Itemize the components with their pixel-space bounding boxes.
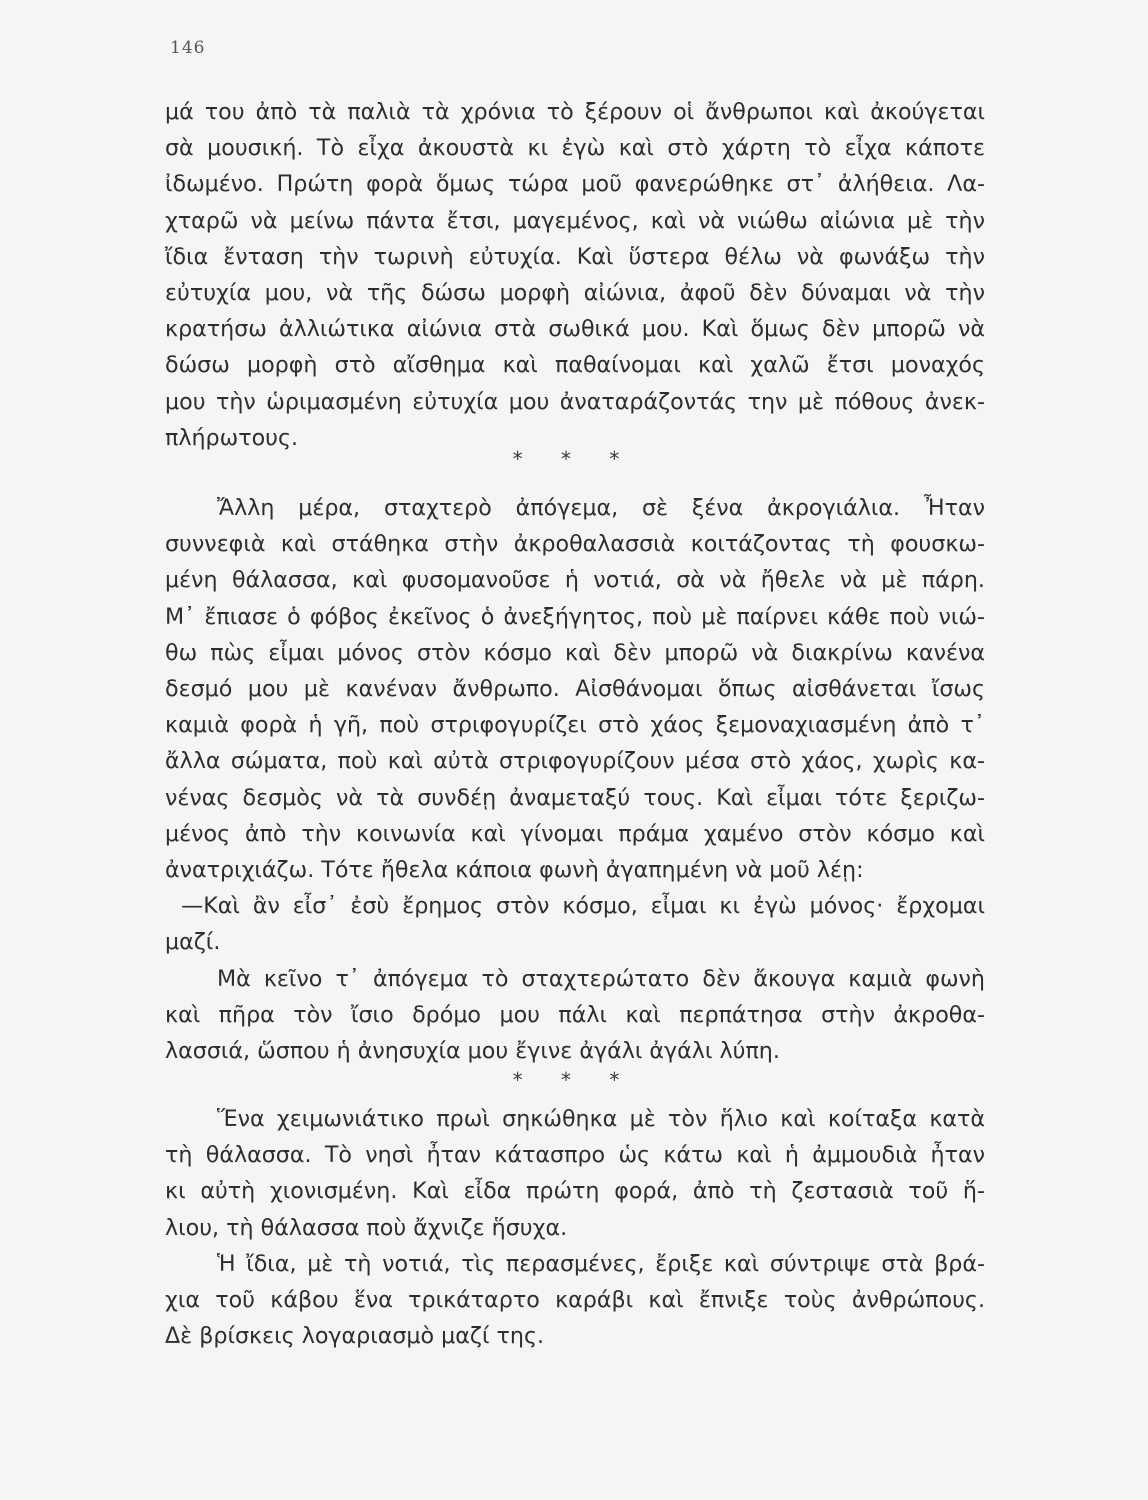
section-separator: * * * <box>512 447 636 471</box>
paragraph-2 <box>165 490 985 1069</box>
text-line: μένη θάλασσα, καὶ φυσομανοῦσε ἡ νοτιά, σὰ νὰ ἤθελε νὰ μὲ πάρη. <box>165 567 985 594</box>
text-line: θω πὼς εἶμαι μόνος στὸν κόσμο καὶ δὲν μπορῶ νὰ διακρίνω κανένα <box>165 639 985 666</box>
text-line: ἀνατριχιάζω. Τότε ἤθελα κάποια φωνὴ ἀγαπημένη νὰ μοῦ λέῃ: <box>165 857 864 884</box>
text-line: μαζί. <box>165 929 221 956</box>
text-line: νένας δεσμὸς νὰ τὰ συνδέῃ ἀναμεταξύ τους. Καὶ εἶμαι τότε ξεριζω- <box>165 784 985 811</box>
text-line: χταρῶ νὰ μείνω πάντα ἔτσι, μαγεμένος, καὶ νὰ νιώθω αἰώνια μὲ τὴν <box>165 207 985 234</box>
text-line: δεσμό μου μὲ κανέναν ἄνθρωπο. Αἰσθάνομαι ὅπως αἰσθάνεται ἴσως <box>165 676 985 703</box>
paragraph-3 <box>165 1101 985 1354</box>
section-separator: * * * <box>512 1068 636 1092</box>
text-line: συννεφιὰ καὶ στάθηκα στὴν ἀκροθαλασσιὰ κοιτάζοντας τὴ φουσκω- <box>165 531 985 558</box>
text-line: Δὲ βρίσκεις λογαριασμὸ μαζί της. <box>165 1323 545 1350</box>
text-line: καμιὰ φορὰ ἡ γῆ, ποὺ στριφογυρίζει στὸ χάος ξεμοναχιασμένη ἀπὸ τ᾽ <box>165 712 985 739</box>
text-line: καὶ πῆρα τὸν ἴσιο δρόμο μου πάλι καὶ περπάτησα στὴν ἀκροθα- <box>165 1001 985 1028</box>
text-line: Ἕνα χειμωνιάτικο πρωὶ σηκώθηκα μὲ τὸν ἥλιο καὶ κοίταξα κατὰ <box>217 1106 985 1132</box>
text-line: ἄλλα σώματα, ποὺ καὶ αὐτὰ στριφογυρίζουν μέσα στὸ χάος, χωρὶς κα- <box>165 748 985 775</box>
page-number: 146 <box>170 38 206 58</box>
text-line: τὴ θάλασσα. Τὸ νησὶ ἦταν κάτασπρο ὡς κάτω καὶ ἡ ἀμμουδιὰ ἦταν <box>165 1142 985 1169</box>
text-line: Μὰ κεῖνο τ᾽ ἀπόγεμα τὸ σταχτερώτατο δὲν ἄκουγα καμιὰ φωνὴ <box>217 965 985 992</box>
text-line: Μ᾽ ἔπιασε ὁ φόβος ἐκεῖνος ὁ ἀνεξήγητος, ποὺ μὲ παίρνει κάθε ποὺ νιώ- <box>165 603 985 630</box>
text-line: Ἡ ἴδια, μὲ τὴ νοτιά, τὶς περασμένες, ἔριξε καὶ σύντριψε στὰ βρά- <box>217 1250 985 1277</box>
text-line: δώσω μορφὴ στὸ αἴσθημα καὶ παθαίνομαι καὶ χαλῶ ἔτσι μοναχός <box>165 352 985 379</box>
text-line: Ἄλλη μέρα, σταχτερὸ ἀπόγεμα, σὲ ξένα ἀκρογιάλια. Ἦταν <box>217 495 985 521</box>
text-line: μου τὴν ὡριμασμένη εὐτυχία μου ἀναταράζοντάς την μὲ πόθους ἀνεκ- <box>165 388 985 415</box>
text-line: χια τοῦ κάβου ἕνα τρικάταρτο καράβι καὶ ἔπνιξε τοὺς ἀνθρώπους. <box>165 1287 985 1314</box>
dialogue-line: —Καὶ ἂν εἶσ᾽ ἐσὺ ἔρημος στὸν κόσμο, εἶμαι κι ἐγὼ μόνος· ἔρχομαι <box>181 893 985 920</box>
text-line: κι αὐτὴ χιονισμένη. Καὶ εἶδα πρώτη φορά, ἀπὸ τὴ ζεστασιὰ τοῦ ἥ- <box>165 1178 985 1205</box>
text-line: λιου, τὴ θάλασσα ποὺ ἄχνιζε ἥσυχα. <box>165 1214 568 1241</box>
text-line: μένος ἀπὸ τὴν κοινωνία καὶ γίνομαι πράμα χαμένο στὸν κόσμο καὶ <box>165 820 985 847</box>
text-line: ἴδια ἔνταση τὴν τωρινὴ εὐτυχία. Καὶ ὕστερα θέλω νὰ φωνάξω τὴν <box>165 243 985 270</box>
paragraph-1 <box>165 94 985 456</box>
text-line: εὐτυχία μου, νὰ τῆς δώσω μορφὴ αἰώνια, ἀφοῦ δὲν δύναμαι νὰ τὴν <box>165 280 985 307</box>
text-line: ἰδωμένο. Πρώτη φορὰ ὅμως τώρα μοῦ φανερώθηκε στ᾽ ἀλήθεια. Λα- <box>165 171 985 198</box>
text-line: κρατήσω ἀλλιώτικα αἰώνια στὰ σωθικά μου. Καὶ ὅμως δὲν μπορῶ νὰ <box>165 316 985 343</box>
text-line: πλήρωτους. <box>165 424 299 451</box>
text-line: μά του ἀπὸ τὰ παλιὰ τὰ χρόνια τὸ ξέρουν οἱ ἄνθρωποι καὶ ἀκούγεται <box>165 99 985 125</box>
text-line: λασσιά, ὥσπου ἡ ἀνησυχία μου ἔγινε ἀγάλι ἀγάλι λύπη. <box>165 1038 780 1065</box>
text-line: σὰ μουσική. Τὸ εἶχα ἀκουστὰ κι ἐγὼ καὶ στὸ χάρτη τὸ εἶχα κάποτε <box>165 135 985 162</box>
